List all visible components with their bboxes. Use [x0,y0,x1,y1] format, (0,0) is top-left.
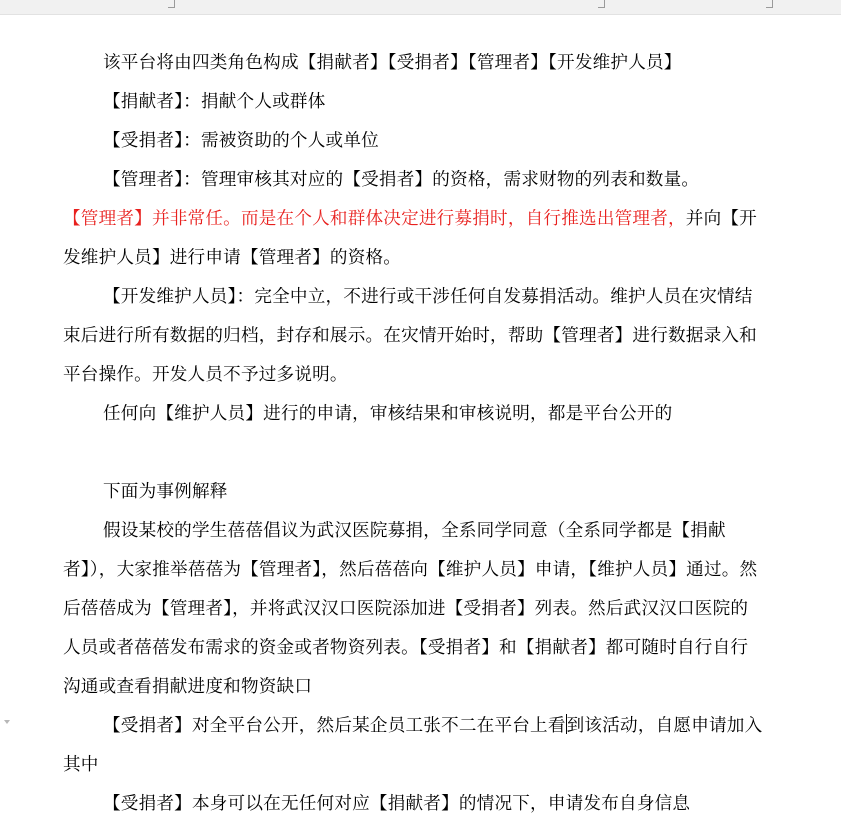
paragraph-roles-intro: 该平台将由四类角色构成【捐献者】【受捐者】【管理者】【开发维护人员】 [103,53,682,73]
paragraph-public-recipients-start: 【受捐者】对全平台公开，然后某企员工张不二在平台上看 [103,716,566,736]
paragraph-public-applications: 任何向【维护人员】进行的申请，审核结果和审核说明，都是平台公开的 [103,404,673,424]
paragraph-maintainer: 【开发维护人员】：完全中立，不进行或干涉任何自发募捐活动。维护人员在灾情结束后进行所有数据的归档，封存和展示。在灾情开始时，帮助【管理者】进行数据录入和平台操作。开发人员不予过多说明。 [63,287,757,385]
empty-line [63,434,763,473]
margin-marker-right [598,0,605,8]
margin-marker-right-edge [766,0,773,8]
paragraph-manager-note [63,200,763,278]
paragraph-donor: 【捐献者】：捐献个人或群体 [103,92,326,112]
paragraph-recipient-self-publish: 【受捐者】本身可以在无任何对应【捐献者】的情况下，申请发布自身信息 [103,794,691,814]
paragraph-manager-note-rest: 并向【开发维护人员】进行申请【管理者】的资格。 [63,209,757,268]
collapse-arrow-icon[interactable] [4,720,10,724]
document-page[interactable] [63,44,763,824]
paragraph-public-recipients-rest: 到该活动，自愿申请加入其中 [63,716,763,775]
paragraph-recipient: 【受捐者】：需被资助的个人或单位 [103,131,379,151]
paragraph-public-recipients [63,707,763,785]
highlighted-text: 【管理者】并非常任。而是在个人和群体决定进行募捐时，自行推选出管理者， [63,209,686,229]
paragraph-manager: 【管理者】：管理审核其对应的【受捐者】的资格，需求财物的列表和数量。 [103,170,700,190]
margin-marker-left [168,0,175,8]
paragraph-example-heading: 下面为事例解释 [103,482,228,502]
paragraph-example: 假设某校的学生蓓蓓倡议为武汉医院募捐，全系同学同意（全系同学都是【捐献者】），大家推举蓓蓓为【管理者】，然后蓓蓓向【维护人员】申请，【维护人员】通过。然后蓓蓓成为【管理者】，并将武汉汉口医院添加进【受捐者】列表。然后武汉汉口医院的人员或者蓓蓓发布需求的资金或者物资列表。【受捐者】和【捐献者】都可随时自行自行沟通或查看捐献进度和物资缺口 [63,521,758,697]
ruler-bar [0,0,841,15]
